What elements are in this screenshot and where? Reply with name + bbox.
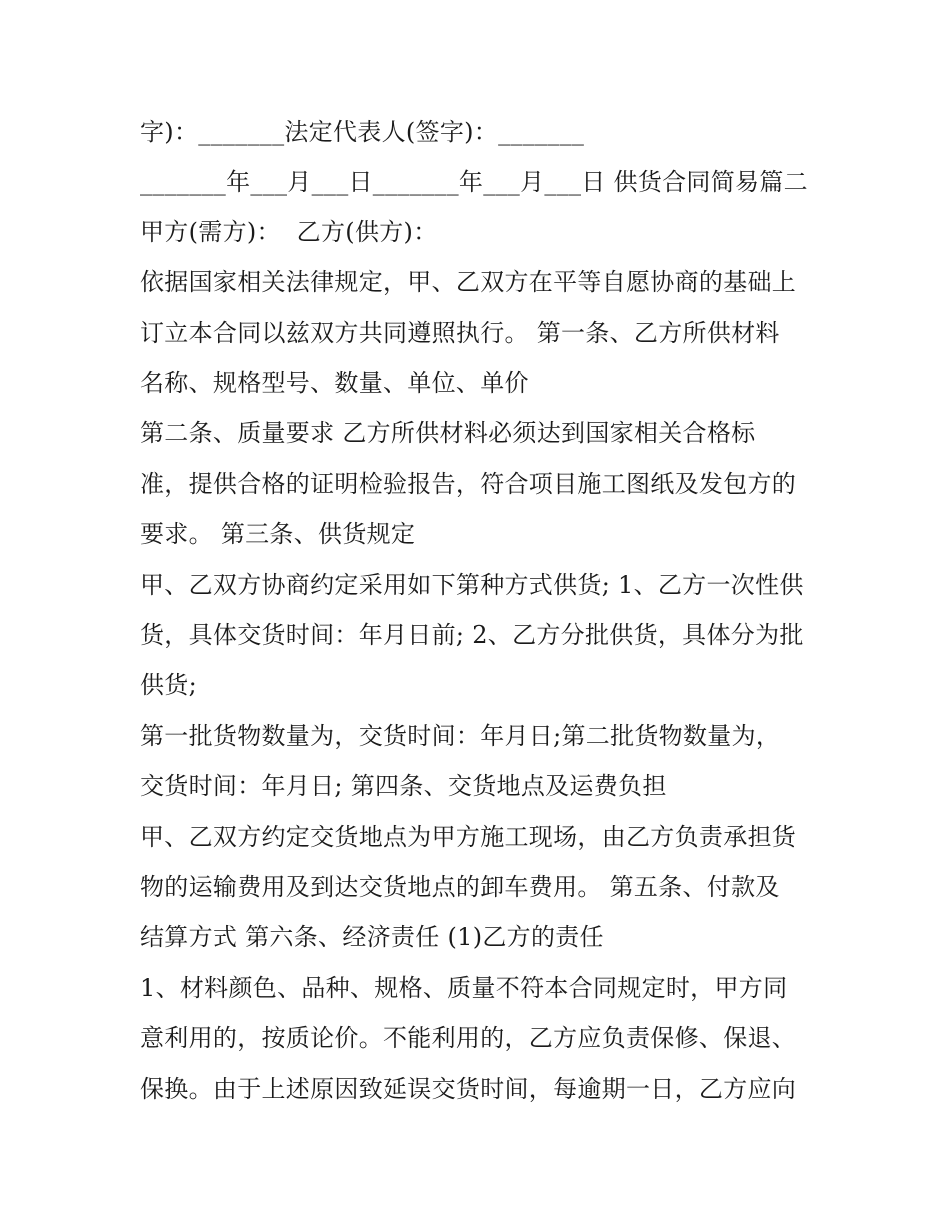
text-line: 保换。由于上述原因致延误交货时间，每逾期一日，乙方应向 xyxy=(140,1075,797,1103)
text-line: _______年___月___日_______年___月___日 供货合同简易篇二 xyxy=(140,168,808,196)
text-line: 甲、乙双方协商约定采用如下第种方式供货; 1、乙方一次性供 xyxy=(140,571,804,599)
text-line: 要求。 第三条、供货规定 xyxy=(140,520,416,548)
text-line: 名称、规格型号、数量、单位、单价 xyxy=(140,369,529,397)
text-line: 第二条、质量要求 乙方所供材料必须达到国家相关合格标 xyxy=(140,419,756,447)
text-line: 字)：_______法定代表人(签字)：_______ xyxy=(140,118,585,146)
text-line: 甲方(需方)： 乙方(供方)： xyxy=(140,218,438,246)
text-line: 供货; xyxy=(140,671,197,699)
text-line: 结算方式 第六条、经济责任 (1)乙方的责任 xyxy=(140,923,604,951)
text-line: 物的运输费用及到达交货地点的卸车费用。 第五条、付款及 xyxy=(140,873,780,901)
text-line: 交货时间：年月日; 第四条、交货地点及运费负担 xyxy=(140,772,667,800)
text-line: 第一批货物数量为，交货时间：年月日;第二批货物数量为， xyxy=(140,722,781,750)
text-line: 订立本合同以兹双方共同遵照执行。 第一条、乙方所供材料 xyxy=(140,319,780,347)
text-line: 意利用的，按质论价。不能利用的，乙方应负责保修、保退、 xyxy=(140,1024,797,1052)
text-line: 准，提供合格的证明检验报告，符合项目施工图纸及发包方的 xyxy=(140,470,797,498)
text-line: 1、材料颜色、品种、规格、质量不符本合同规定时，甲方同 xyxy=(140,974,788,1002)
text-line: 货，具体交货时间：年月日前; 2、乙方分批供货，具体分为批 xyxy=(140,621,804,649)
text-line: 依据国家相关法律规定，甲、乙双方在平等自愿协商的基础上 xyxy=(140,268,797,296)
text-line: 甲、乙双方约定交货地点为甲方施工现场，由乙方负责承担货 xyxy=(140,823,797,851)
